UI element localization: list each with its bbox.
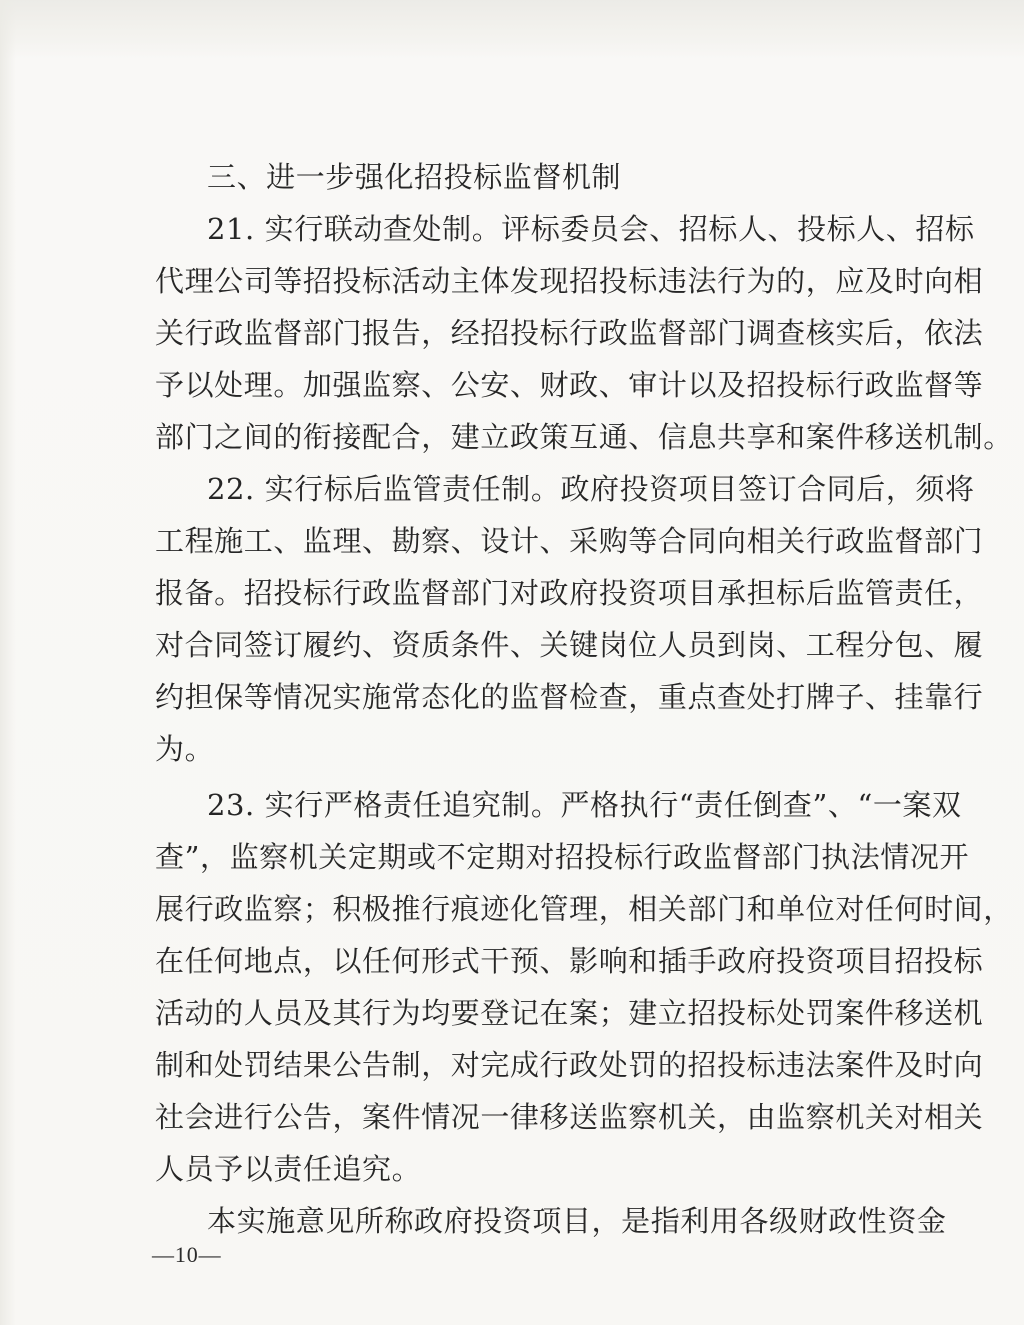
paragraph-21-line: 21. 实行联动查处制。评标委员会、招标人、投标人、招标: [207, 212, 975, 246]
paragraph-21-line: 代理公司等招投标活动主体发现招投标违法行为的，应及时向相: [155, 264, 984, 298]
paragraph-23-line: 活动的人员及其行为均要登记在案；建立招投标处罚案件移送机: [155, 996, 984, 1030]
paragraph-22-line: 约担保等情况实施常态化的监督检查，重点查处打牌子、挂靠行: [155, 680, 984, 714]
paragraph-22-line: 工程施工、监理、勘察、设计、采购等合同向相关行政监督部门: [155, 524, 984, 558]
paragraph-23-line: 人员予以责任追究。: [155, 1152, 422, 1186]
definition-paragraph-line: 本实施意见所称政府投资项目，是指利用各级财政性资金: [207, 1204, 947, 1238]
scan-shadow-left: [0, 0, 16, 1325]
paragraph-23-line: 展行政监察；积极推行痕迹化管理，相关部门和单位对任何时间，: [155, 892, 1013, 926]
paragraph-21-line: 关行政监督部门报告，经招投标行政监督部门调查核实后，依法: [155, 316, 984, 350]
scan-shadow-top: [0, 0, 1024, 58]
paragraph-22-line: 为。: [155, 732, 215, 766]
document-body: [155, 151, 1013, 1247]
paragraph-21-line: 部门之间的衔接配合，建立政策互通、信息共享和案件移送机制。: [155, 420, 1013, 454]
paragraph-23-line: 社会进行公告，案件情况一律移送监察机关，由监察机关对相关: [155, 1100, 984, 1134]
paragraph-22-line: 报备。招投标行政监督部门对政府投资项目承担标后监管责任，: [155, 576, 984, 610]
paragraph-23-line: 在任何地点，以任何形式干预、影响和插手政府投资项目招投标: [155, 944, 984, 978]
page-number: —10—: [152, 1242, 222, 1267]
paragraph-22-line: 22. 实行标后监管责任制。政府投资项目签订合同后，须将: [207, 472, 975, 506]
paragraph-23-line: 23. 实行严格责任追究制。严格执行“责任倒查”、“一案双: [207, 788, 962, 822]
paragraph-21-line: 予以处理。加强监察、公安、财政、审计以及招投标行政监督等: [155, 368, 984, 402]
paragraph-23-line: 制和处罚结果公告制，对完成行政处罚的招投标违法案件及时向: [155, 1048, 984, 1082]
section-heading: 三、进一步强化招投标监督机制: [207, 160, 622, 194]
paragraph-22-line: 对合同签订履约、资质条件、关键岗位人员到岗、工程分包、履: [155, 628, 984, 662]
paragraph-23-line: 查”，监察机关定期或不定期对招投标行政监督部门执法情况开: [155, 840, 970, 874]
